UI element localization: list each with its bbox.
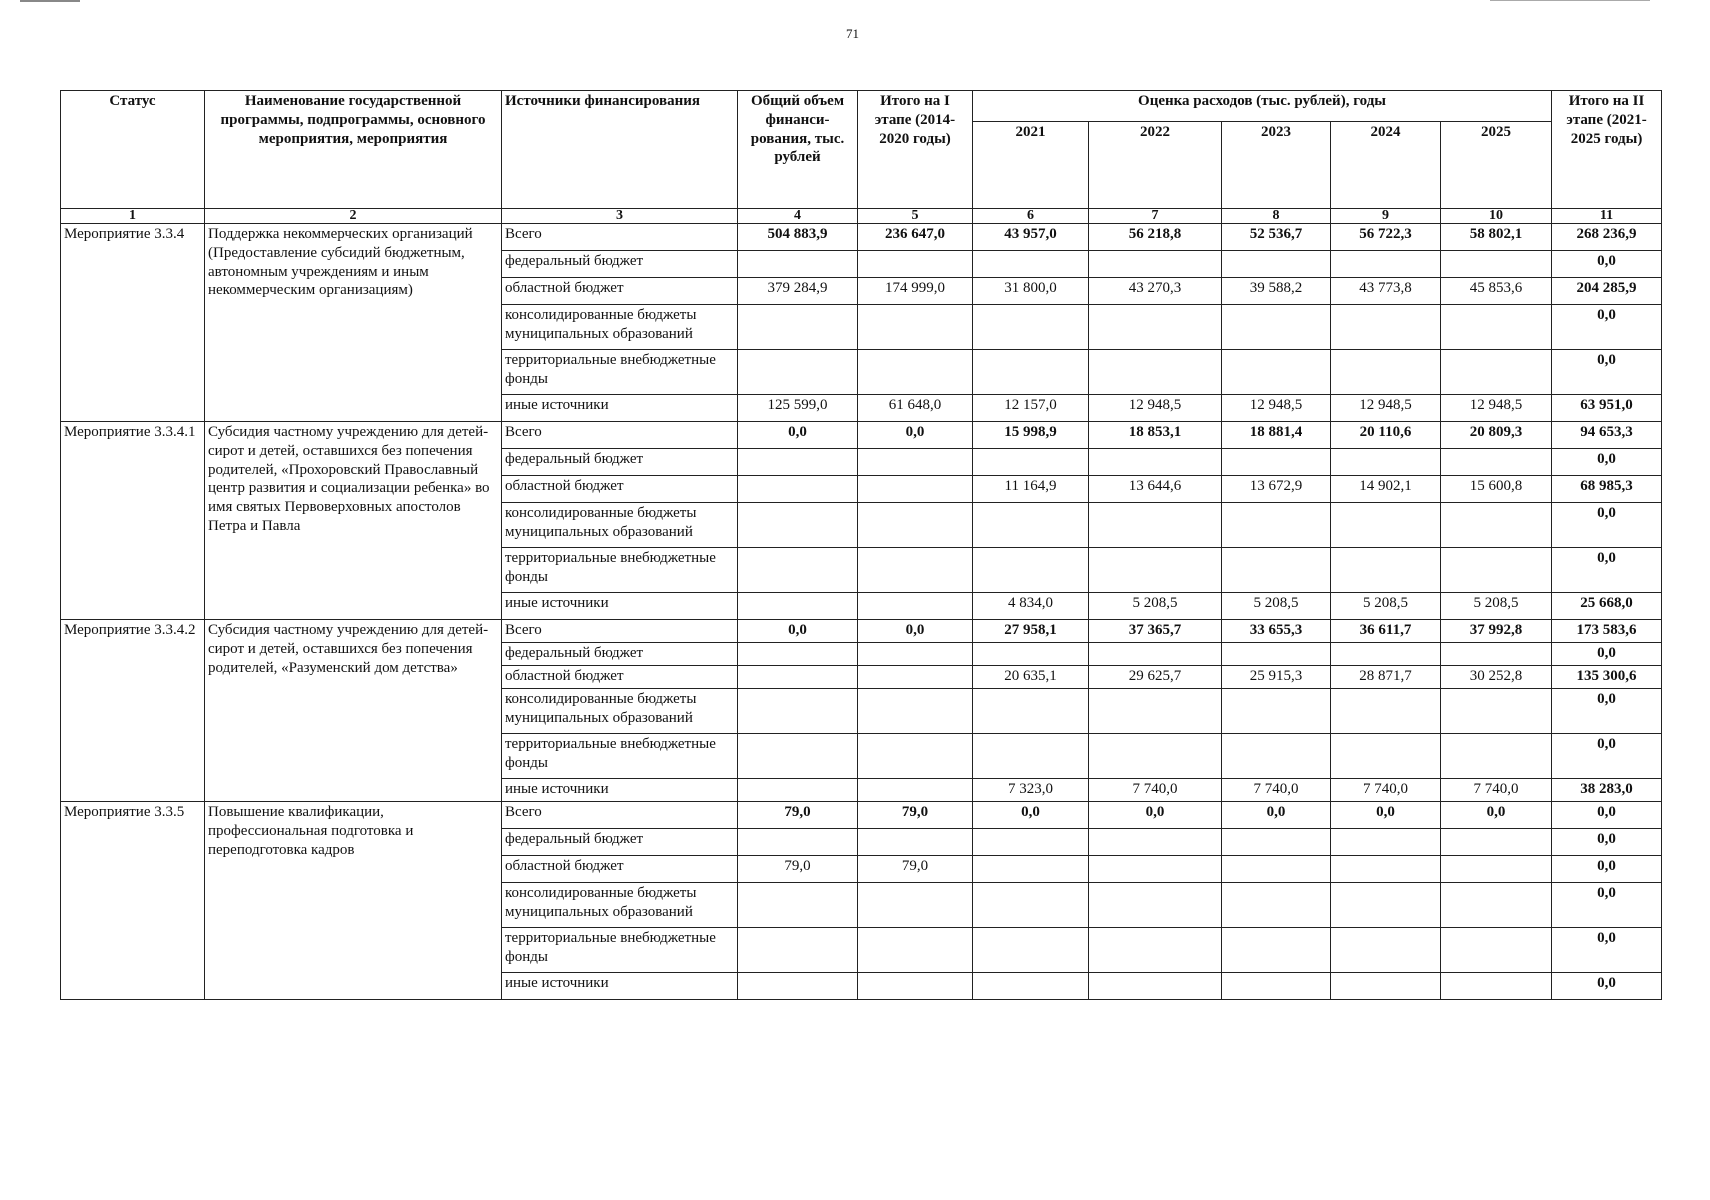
stage2-total-cell: 0,0	[1552, 449, 1662, 476]
amount-cell: 27 958,1	[973, 620, 1089, 643]
activity-name: Субсидия частному учреждению для детей-сирот и детей, оставшихся без попечения родителей, «Прохоровский Православный центр развития и социализации ребенка» во имя святых Первоверховных апостолов Петра и Павла	[205, 422, 502, 620]
amount-cell	[1089, 251, 1222, 278]
amount-cell	[1331, 305, 1441, 350]
amount-cell	[738, 503, 858, 548]
amount-cell	[1222, 305, 1331, 350]
stage2-total-cell: 68 985,3	[1552, 476, 1662, 503]
amount-cell: 174 999,0	[858, 278, 973, 305]
amount-cell: 20 110,6	[1331, 422, 1441, 449]
header-sources: Источники финансирования	[502, 91, 738, 209]
funding-source: иные источники	[502, 973, 738, 1000]
amount-cell	[738, 928, 858, 973]
amount-cell	[858, 503, 973, 548]
funding-source: консолидированные бюджеты муниципальных образований	[502, 689, 738, 734]
funding-source: территориальные внебюджетные фонды	[502, 734, 738, 779]
amount-cell	[858, 593, 973, 620]
amount-cell: 15 600,8	[1441, 476, 1552, 503]
amount-cell	[1441, 856, 1552, 883]
header-estimate: Оценка расходов (тыс. рублей), годы	[973, 91, 1552, 122]
funding-source: федеральный бюджет	[502, 251, 738, 278]
amount-cell: 56 722,3	[1331, 224, 1441, 251]
amount-cell	[1441, 928, 1552, 973]
funding-source: областной бюджет	[502, 278, 738, 305]
column-number: 5	[858, 209, 973, 224]
amount-cell	[1089, 548, 1222, 593]
amount-cell: 33 655,3	[1222, 620, 1331, 643]
amount-cell: 36 611,7	[1331, 620, 1441, 643]
amount-cell	[973, 449, 1089, 476]
amount-cell	[738, 593, 858, 620]
amount-cell: 37 365,7	[1089, 620, 1222, 643]
amount-cell	[858, 305, 973, 350]
amount-cell	[1089, 305, 1222, 350]
amount-cell	[1089, 643, 1222, 666]
amount-cell: 7 740,0	[1441, 779, 1552, 802]
header-status: Статус	[61, 91, 205, 209]
amount-cell	[1331, 856, 1441, 883]
amount-cell	[858, 251, 973, 278]
amount-cell: 0,0	[1222, 802, 1331, 829]
amount-cell: 58 802,1	[1441, 224, 1552, 251]
amount-cell: 11 164,9	[973, 476, 1089, 503]
amount-cell	[1331, 689, 1441, 734]
activity-name: Субсидия частному учреждению для детей-сирот и детей, оставшихся без попечения родителей, «Разуменский дом детства»	[205, 620, 502, 802]
amount-cell: 37 992,8	[1441, 620, 1552, 643]
amount-cell	[1331, 548, 1441, 593]
amount-cell	[1331, 973, 1441, 1000]
amount-cell: 28 871,7	[1331, 666, 1441, 689]
amount-cell	[738, 548, 858, 593]
amount-cell	[1222, 548, 1331, 593]
amount-cell: 7 740,0	[1222, 779, 1331, 802]
stage2-total-cell: 38 283,0	[1552, 779, 1662, 802]
amount-cell	[1089, 928, 1222, 973]
scan-artifact	[20, 0, 80, 2]
amount-cell	[1089, 350, 1222, 395]
amount-cell: 18 881,4	[1222, 422, 1331, 449]
amount-cell	[1441, 251, 1552, 278]
amount-cell	[1331, 734, 1441, 779]
amount-cell	[738, 689, 858, 734]
stage2-total-cell: 173 583,6	[1552, 620, 1662, 643]
activity-status: Мероприятие 3.3.5	[61, 802, 205, 1000]
amount-cell	[738, 251, 858, 278]
funding-source: консолидированные бюджеты муниципальных образований	[502, 883, 738, 928]
amount-cell	[1441, 734, 1552, 779]
amount-cell: 61 648,0	[858, 395, 973, 422]
header-stage1-total: Итого на I этапе (2014-2020 годы)	[858, 91, 973, 209]
stage2-total-cell: 94 653,3	[1552, 422, 1662, 449]
amount-cell	[1441, 883, 1552, 928]
amount-cell: 0,0	[1331, 802, 1441, 829]
column-number: 4	[738, 209, 858, 224]
table-row	[61, 802, 1662, 829]
amount-cell: 0,0	[1089, 802, 1222, 829]
stage2-total-cell: 0,0	[1552, 305, 1662, 350]
amount-cell	[973, 643, 1089, 666]
amount-cell: 12 948,5	[1331, 395, 1441, 422]
header-year: 2023	[1222, 122, 1331, 209]
table-row	[61, 224, 1662, 251]
amount-cell	[1089, 856, 1222, 883]
amount-cell	[1222, 350, 1331, 395]
header-year: 2024	[1331, 122, 1441, 209]
amount-cell	[738, 350, 858, 395]
amount-cell	[1089, 734, 1222, 779]
amount-cell: 0,0	[973, 802, 1089, 829]
budget-table	[60, 90, 1662, 1000]
amount-cell	[738, 449, 858, 476]
activity-name: Повышение квалификации, профессиональная подготовка и переподготовка кадров	[205, 802, 502, 1000]
amount-cell	[1222, 251, 1331, 278]
column-number-row	[61, 209, 1662, 224]
table-header	[61, 91, 1662, 224]
amount-cell: 31 800,0	[973, 278, 1089, 305]
funding-source: федеральный бюджет	[502, 449, 738, 476]
amount-cell	[973, 883, 1089, 928]
funding-source: иные источники	[502, 779, 738, 802]
stage2-total-cell: 63 951,0	[1552, 395, 1662, 422]
table-row	[61, 422, 1662, 449]
amount-cell	[738, 829, 858, 856]
amount-cell: 13 644,6	[1089, 476, 1222, 503]
column-number: 8	[1222, 209, 1331, 224]
amount-cell: 14 902,1	[1331, 476, 1441, 503]
amount-cell	[858, 883, 973, 928]
amount-cell	[973, 503, 1089, 548]
scan-artifact	[1490, 0, 1650, 1]
stage2-total-cell: 0,0	[1552, 883, 1662, 928]
amount-cell	[738, 305, 858, 350]
amount-cell: 12 157,0	[973, 395, 1089, 422]
amount-cell: 43 270,3	[1089, 278, 1222, 305]
amount-cell: 5 208,5	[1222, 593, 1331, 620]
amount-cell: 29 625,7	[1089, 666, 1222, 689]
funding-source: федеральный бюджет	[502, 643, 738, 666]
stage2-total-cell: 0,0	[1552, 928, 1662, 973]
amount-cell: 5 208,5	[1331, 593, 1441, 620]
amount-cell: 25 915,3	[1222, 666, 1331, 689]
funding-source: территориальные внебюджетные фонды	[502, 350, 738, 395]
amount-cell: 5 208,5	[1089, 593, 1222, 620]
amount-cell	[738, 973, 858, 1000]
column-number: 11	[1552, 209, 1662, 224]
amount-cell	[1331, 829, 1441, 856]
amount-cell	[1441, 503, 1552, 548]
funding-source: Всего	[502, 224, 738, 251]
table-body	[61, 224, 1662, 1000]
amount-cell	[738, 779, 858, 802]
funding-source: консолидированные бюджеты муниципальных образований	[502, 503, 738, 548]
amount-cell: 5 208,5	[1441, 593, 1552, 620]
amount-cell	[1331, 503, 1441, 548]
amount-cell	[1222, 883, 1331, 928]
amount-cell: 504 883,9	[738, 224, 858, 251]
funding-source: иные источники	[502, 395, 738, 422]
stage2-total-cell: 0,0	[1552, 350, 1662, 395]
amount-cell	[973, 350, 1089, 395]
amount-cell: 0,0	[738, 620, 858, 643]
amount-cell	[973, 734, 1089, 779]
amount-cell: 43 957,0	[973, 224, 1089, 251]
table-row	[61, 620, 1662, 643]
funding-source: Всего	[502, 620, 738, 643]
stage2-total-cell: 0,0	[1552, 829, 1662, 856]
amount-cell: 236 647,0	[858, 224, 973, 251]
amount-cell	[973, 973, 1089, 1000]
funding-source: областной бюджет	[502, 476, 738, 503]
amount-cell	[1089, 449, 1222, 476]
amount-cell	[1222, 449, 1331, 476]
amount-cell	[973, 251, 1089, 278]
amount-cell	[1222, 503, 1331, 548]
amount-cell	[1222, 734, 1331, 779]
amount-cell	[1331, 928, 1441, 973]
activity-status: Мероприятие 3.3.4.2	[61, 620, 205, 802]
amount-cell	[858, 734, 973, 779]
amount-cell	[858, 548, 973, 593]
funding-source: Всего	[502, 802, 738, 829]
amount-cell	[1089, 503, 1222, 548]
amount-cell	[858, 689, 973, 734]
amount-cell	[738, 734, 858, 779]
stage2-total-cell: 25 668,0	[1552, 593, 1662, 620]
amount-cell	[1441, 643, 1552, 666]
stage2-total-cell: 0,0	[1552, 734, 1662, 779]
funding-source: областной бюджет	[502, 856, 738, 883]
amount-cell	[1089, 883, 1222, 928]
funding-source: федеральный бюджет	[502, 829, 738, 856]
amount-cell	[738, 666, 858, 689]
amount-cell	[1222, 928, 1331, 973]
amount-cell: 379 284,9	[738, 278, 858, 305]
funding-source: территориальные внебюджетные фонды	[502, 548, 738, 593]
amount-cell: 7 740,0	[1089, 779, 1222, 802]
amount-cell	[1222, 829, 1331, 856]
amount-cell	[1222, 689, 1331, 734]
amount-cell	[1331, 350, 1441, 395]
amount-cell	[858, 476, 973, 503]
amount-cell	[858, 829, 973, 856]
amount-cell	[973, 856, 1089, 883]
column-number: 1	[61, 209, 205, 224]
stage2-total-cell: 0,0	[1552, 251, 1662, 278]
stage2-total-cell: 0,0	[1552, 689, 1662, 734]
amount-cell	[858, 666, 973, 689]
amount-cell: 15 998,9	[973, 422, 1089, 449]
amount-cell: 56 218,8	[1089, 224, 1222, 251]
stage2-total-cell: 0,0	[1552, 503, 1662, 548]
amount-cell	[858, 779, 973, 802]
amount-cell	[973, 829, 1089, 856]
amount-cell: 12 948,5	[1441, 395, 1552, 422]
amount-cell	[738, 883, 858, 928]
amount-cell	[973, 305, 1089, 350]
amount-cell: 12 948,5	[1222, 395, 1331, 422]
amount-cell: 39 588,2	[1222, 278, 1331, 305]
header-year: 2022	[1089, 122, 1222, 209]
amount-cell: 7 323,0	[973, 779, 1089, 802]
amount-cell: 43 773,8	[1331, 278, 1441, 305]
column-number: 9	[1331, 209, 1441, 224]
activity-status: Мероприятие 3.3.4	[61, 224, 205, 422]
amount-cell	[1441, 973, 1552, 1000]
amount-cell	[858, 643, 973, 666]
amount-cell	[1331, 883, 1441, 928]
amount-cell: 30 252,8	[1441, 666, 1552, 689]
amount-cell: 12 948,5	[1089, 395, 1222, 422]
amount-cell: 4 834,0	[973, 593, 1089, 620]
amount-cell	[1441, 350, 1552, 395]
amount-cell	[858, 973, 973, 1000]
funding-source: территориальные внебюджетные фонды	[502, 928, 738, 973]
column-number: 3	[502, 209, 738, 224]
amount-cell: 13 672,9	[1222, 476, 1331, 503]
amount-cell: 0,0	[858, 620, 973, 643]
amount-cell: 0,0	[1441, 802, 1552, 829]
amount-cell: 0,0	[858, 422, 973, 449]
amount-cell	[1441, 449, 1552, 476]
amount-cell	[1222, 643, 1331, 666]
page-number: 71	[846, 26, 859, 41]
amount-cell: 125 599,0	[738, 395, 858, 422]
amount-cell	[738, 643, 858, 666]
amount-cell	[1331, 643, 1441, 666]
amount-cell	[973, 689, 1089, 734]
amount-cell	[1331, 449, 1441, 476]
amount-cell: 18 853,1	[1089, 422, 1222, 449]
stage2-total-cell: 135 300,6	[1552, 666, 1662, 689]
amount-cell	[973, 928, 1089, 973]
amount-cell: 0,0	[738, 422, 858, 449]
column-number: 2	[205, 209, 502, 224]
stage2-total-cell: 0,0	[1552, 856, 1662, 883]
amount-cell	[1222, 973, 1331, 1000]
stage2-total-cell: 0,0	[1552, 643, 1662, 666]
amount-cell	[858, 350, 973, 395]
amount-cell: 79,0	[858, 802, 973, 829]
amount-cell: 20 809,3	[1441, 422, 1552, 449]
amount-cell	[858, 928, 973, 973]
amount-cell: 52 536,7	[1222, 224, 1331, 251]
amount-cell	[858, 449, 973, 476]
amount-cell	[1089, 829, 1222, 856]
amount-cell	[1441, 829, 1552, 856]
header-year: 2025	[1441, 122, 1552, 209]
stage2-total-cell: 0,0	[1552, 802, 1662, 829]
amount-cell	[738, 476, 858, 503]
amount-cell: 79,0	[858, 856, 973, 883]
funding-source: иные источники	[502, 593, 738, 620]
funding-source: областной бюджет	[502, 666, 738, 689]
header-name: Наименование государственной программы, подпрограммы, основного мероприятия, мероприятия	[205, 91, 502, 209]
funding-source: Всего	[502, 422, 738, 449]
column-number: 10	[1441, 209, 1552, 224]
amount-cell	[1331, 251, 1441, 278]
header-total-volume: Общий объем финанси-рования, тыс. рублей	[738, 91, 858, 209]
amount-cell	[1441, 548, 1552, 593]
stage2-total-cell: 204 285,9	[1552, 278, 1662, 305]
amount-cell	[973, 548, 1089, 593]
amount-cell	[1089, 689, 1222, 734]
stage2-total-cell: 0,0	[1552, 548, 1662, 593]
column-number: 6	[973, 209, 1089, 224]
amount-cell	[1222, 856, 1331, 883]
funding-source: консолидированные бюджеты муниципальных образований	[502, 305, 738, 350]
amount-cell: 79,0	[738, 802, 858, 829]
stage2-total-cell: 0,0	[1552, 973, 1662, 1000]
amount-cell: 79,0	[738, 856, 858, 883]
activity-status: Мероприятие 3.3.4.1	[61, 422, 205, 620]
amount-cell	[1089, 973, 1222, 1000]
stage2-total-cell: 268 236,9	[1552, 224, 1662, 251]
activity-name: Поддержка некоммерческих организаций (Предоставление субсидий бюджетным, автономным учреждениям и иным некоммерческим организациям)	[205, 224, 502, 422]
column-number: 7	[1089, 209, 1222, 224]
amount-cell: 7 740,0	[1331, 779, 1441, 802]
header-year: 2021	[973, 122, 1089, 209]
amount-cell: 45 853,6	[1441, 278, 1552, 305]
header-stage2-total: Итого на II этапе (2021-2025 годы)	[1552, 91, 1662, 209]
amount-cell	[1441, 689, 1552, 734]
amount-cell	[1441, 305, 1552, 350]
amount-cell: 20 635,1	[973, 666, 1089, 689]
